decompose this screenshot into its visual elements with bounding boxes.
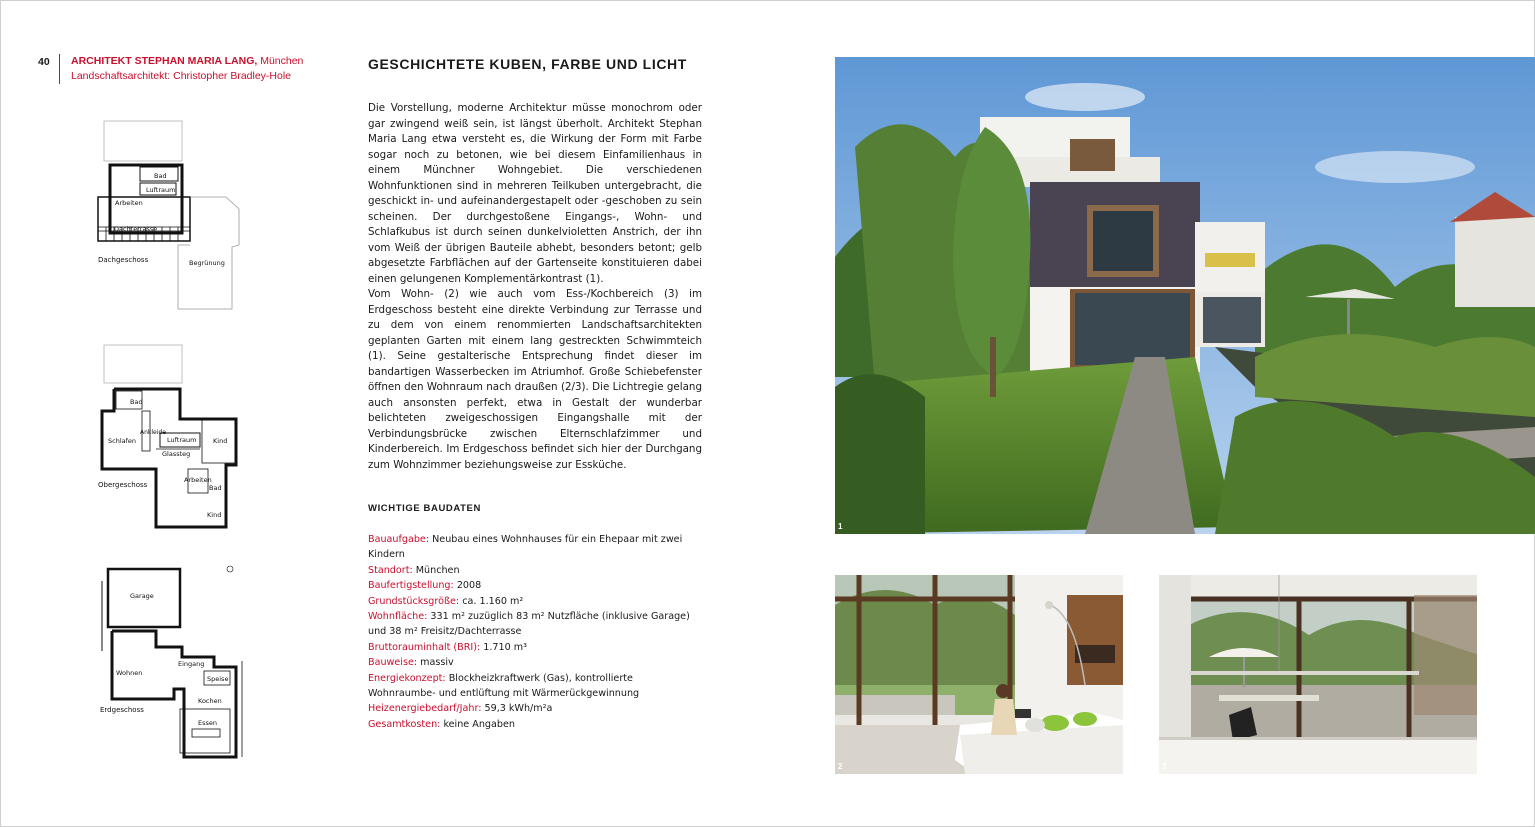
baudaten-list (368, 532, 698, 732)
room-label: Speise (207, 675, 229, 683)
fact-key: Energiekonzept: (368, 672, 446, 684)
photo-number: 1 (838, 522, 843, 531)
architect-city: München (257, 55, 304, 67)
header-rule (59, 54, 60, 84)
fact-value: Neubau eines Wohnhauses für ein Ehepaar mit zwei Kindern (368, 534, 683, 561)
photo-living-room (835, 575, 1123, 774)
landscape-architect: Landschaftsarchitekt: Christopher Bradley-Hole (71, 70, 292, 82)
plan-label: Erdgeschoss (100, 706, 144, 714)
fact-item (368, 717, 698, 732)
fact-value: 59,3 kWh/m²a (481, 703, 553, 715)
floor-plan-erdgeschoss-drawing (96, 561, 246, 761)
page-number: 40 (38, 56, 50, 68)
room-label: Schlafen (108, 437, 137, 445)
fact-key: Wohnfläche: (368, 611, 428, 623)
plan-label: Dachgeschoss (98, 256, 149, 264)
fact-key: Baufertigstellung: (368, 580, 454, 592)
room-label: Luftraum (167, 436, 197, 444)
floor-plan-dachgeschoss (96, 119, 246, 319)
fact-value: 331 m² zuzüglich 83 m² Nutzfläche (inklusive Garage) und 38 m² Freisitz/Dachterrasse (368, 611, 690, 638)
photo-number: 2 (838, 762, 843, 771)
fact-key: Bauweise: (368, 657, 418, 669)
fact-value: ca. 1.160 m² (459, 595, 524, 607)
article-paragraph: Die Vorstellung, moderne Architektur müsse monochrom oder gar zwingend weiß sein, ist längst überholt. Architekt Stephan Maria Lang etwa versteht es, die Wirkung der Form mit Farbe sogar noch zu betonen, wie bei diesem Einfamilienhaus in einem Münchner Wohngebiet. Die verschiedenen Wohnfunktionen sind in mehreren Teilkuben untergebracht, die geschickt in- und aufeinandergestapelt oder -geschoben zu sein scheinen. Der durchgestoßene Eingangs-, Wohn- und Schlafkubus ist durch seinen dunkelvioletten Anstrich, der ihn vom Weiß der übrigen Bauteile abhebt, besonders betont; gelb abgesetzte Farbflächen auf der Gartenseite konstituieren dabei einen gelungenen Komplementärkontrast (1). (368, 102, 702, 285)
fact-value: Blockheizkraftwerk (Gas), kontrollierte Wohnraumbe- und entlüftung mit Wärmerückgewinnung (368, 672, 640, 700)
architect-name: ARCHITEKT STEPHAN MARIA LANG, (71, 55, 258, 67)
fact-item (368, 701, 698, 716)
room-label: Bad (130, 398, 143, 406)
baudaten-heading: WICHTIGE BAUDATEN (368, 503, 481, 514)
fact-value: München (412, 564, 460, 576)
room-label: Bad (154, 172, 167, 180)
fact-item (368, 594, 698, 609)
photo-number: 3 (1162, 762, 1167, 771)
fact-key: Gesamtkosten: (368, 718, 441, 730)
room-label: Kind (213, 437, 228, 445)
fact-value: massiv (417, 657, 454, 669)
plan-label: Obergeschoss (98, 481, 148, 489)
fact-key: Bruttorauminhalt (BRI): (368, 641, 481, 653)
article-paragraph: Vom Wohn- (2) wie auch vom Ess-/Kochbereich (3) im Erdgeschoss besteht eine direkte Verbindung zur Terrasse und zu dem von einem renommierten Landschaftsarchitekten geplanten Garten mit einem lang gestreckten Schwimmteich (1). Seine gestalterische Entsprechung findet dieser im bandartigen Wasserbecken im Atriumhof. Große Schiebefenster öffnen den Wohnraum nach draußen (2/3). Die Lichtregie gelang auch ansonsten perfekt, etwa in Gestalt der wunderbar belichteten zweigeschossigen Eingangshalle mit der Verbindungsbrücke zwischen Elternschlafzimmer und Kinderbereich. Im Erdgeschoss befindet sich hier der Durchgang zum Wohnzimmer beziehungsweise zur Essküche. (368, 288, 702, 471)
room-label: Kochen (198, 697, 222, 705)
article-body (368, 101, 702, 473)
fact-key: Standort: (368, 564, 413, 576)
fact-item (368, 532, 698, 563)
photo-exterior-image (835, 57, 1535, 534)
article-title: GESCHICHTETE KUBEN, FARBE UND LICHT (368, 56, 687, 72)
fact-item (368, 640, 698, 655)
room-label: Begrünung (189, 259, 225, 267)
fact-item (368, 609, 698, 640)
page-header (71, 54, 303, 84)
fact-item (368, 671, 698, 702)
floor-plan-dachgeschoss-drawing (96, 119, 246, 319)
photo-exterior (835, 57, 1535, 534)
room-label: Garage (130, 592, 154, 600)
room-label: Glassteg (162, 450, 191, 458)
room-label: Arbeiten (184, 476, 212, 484)
fact-item (368, 655, 698, 670)
room-label: Dachterrasse (114, 225, 158, 233)
room-label: Essen (198, 719, 217, 727)
room-label: Ankleide (140, 429, 166, 436)
fact-key: Heizenergiebedarf/Jahr: (368, 703, 482, 715)
fact-item (368, 578, 698, 593)
floor-plan-obergeschoss (96, 341, 246, 541)
fact-value: 2008 (453, 580, 482, 592)
room-label: Luftraum (146, 186, 176, 194)
photo-living-room-image (835, 575, 1123, 774)
room-label: Bad (209, 484, 222, 492)
photo-dining-kitchen-image (1159, 575, 1477, 774)
room-label: Wohnen (116, 669, 143, 677)
fact-item (368, 563, 698, 578)
room-label: Arbeiten (115, 199, 143, 207)
floor-plan-erdgeschoss (96, 561, 246, 761)
fact-value: keine Angaben (440, 718, 515, 730)
room-label: Kind (207, 511, 222, 519)
fact-value: 1.710 m³ (480, 641, 527, 653)
photo-dining-kitchen (1159, 575, 1477, 774)
fact-key: Grundstücksgröße: (368, 595, 460, 607)
room-label: Eingang (178, 660, 205, 668)
fact-key: Bauaufgabe: (368, 534, 430, 545)
